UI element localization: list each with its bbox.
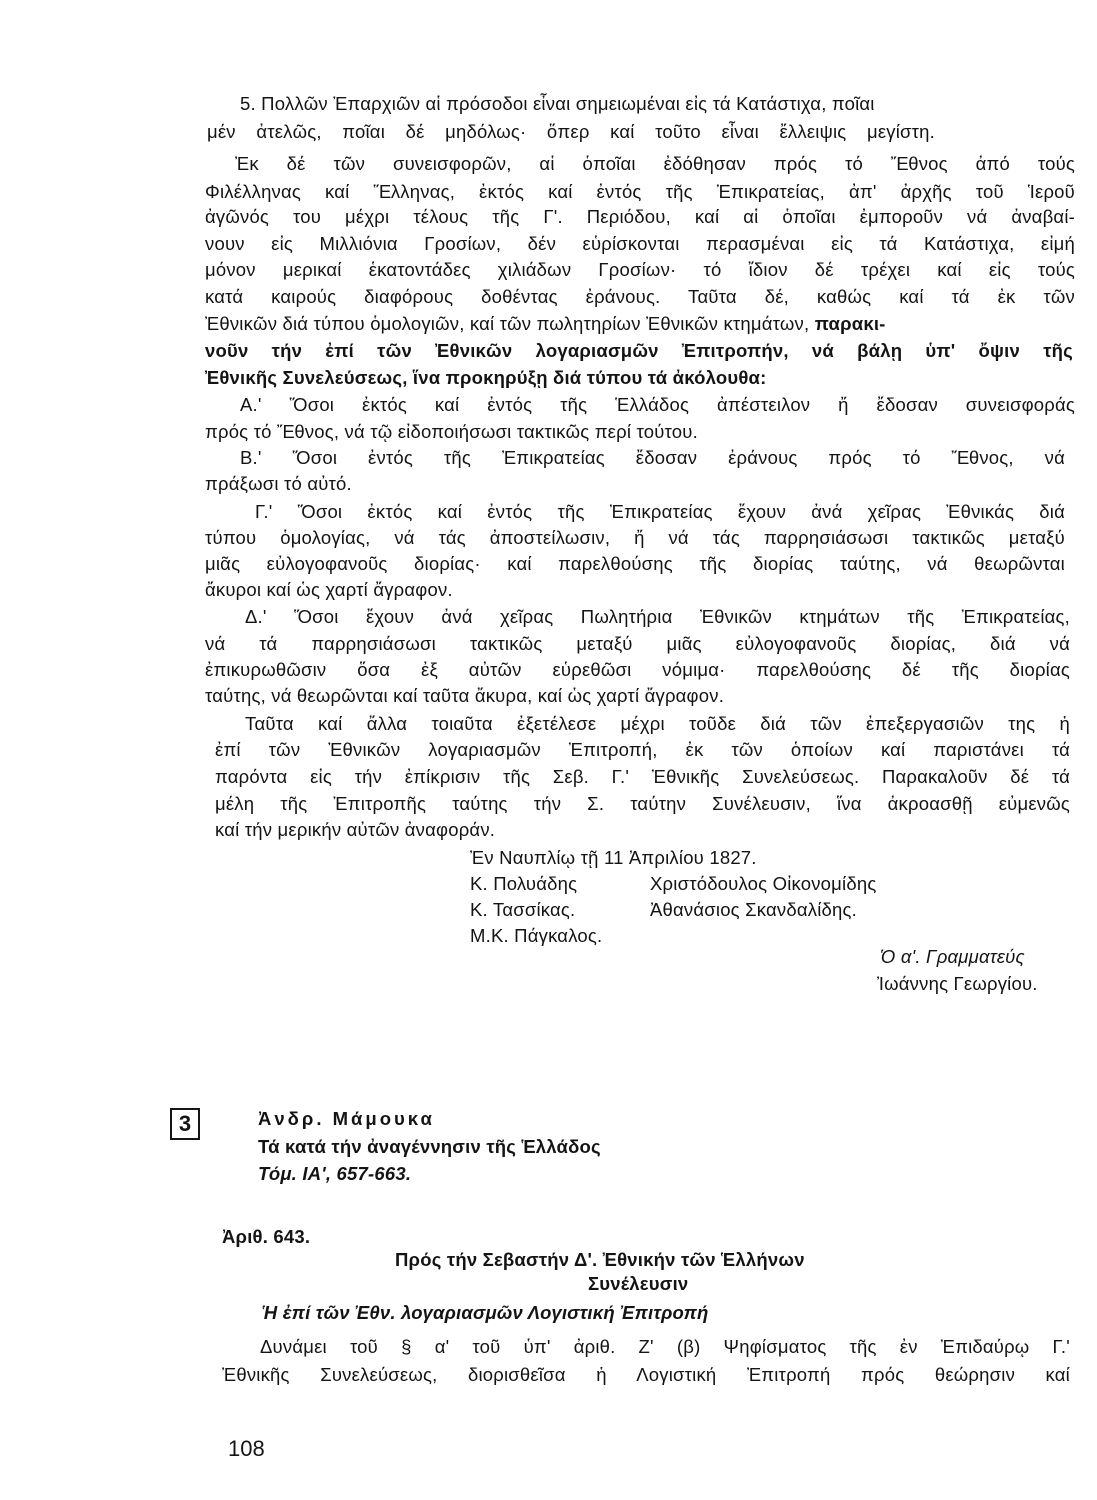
body-line: 5. Πολλῶν Ἐπαρχιῶν αἱ πρόσοδοι εἶναι σημειωμέναι εἰς τά Κατάστιχα, ποῖαι [240,93,875,114]
item-line: Δ.' Ὅσοι ἔχουν ἀνά χεῖρας Πωλητήρια Ἐθνικῶν κτημάτων τῆς Ἐπικρατείας, [245,606,1070,627]
item-line: Ταῦτα καί ἄλλα τοιαῦτα ἐξετέλεσε μέχρι τοῦδε διά τῶν ἐπεξεργασιῶν της ἡ [245,713,1070,734]
body-line: ἀγῶνός του μέχρι τέλους τῆς Γ'. Περιόδου, καί αἱ ὁποῖαι ἐμποροῦν νά ἀναβαί- [205,206,1075,227]
item-line: πρός τό Ἔθνος, νά τῷ εἰδοποιήσωσι τακτικῶς περί τούτου. [205,421,698,442]
body-line [205,312,886,336]
item-line: ἐπικυρωθῶσιν ὅσα ἐξ αὐτῶν εὑρεθῶσι νόμιμα· παρελθούσης δέ τῆς διορίας [205,659,1070,680]
body-line: νουν εἰς Μιλλιόνια Γροσίων, δέν εὑρίσκονται περασμέναι εἰς τά Κατάστιχα, εἰμή [205,233,1075,254]
item-line: ἐπί τῶν Ἐθνικῶν λογαριασμῶν Ἐπιτροπή, ἐκ τῶν ὁποίων καί παριστάνει τά [215,739,1070,760]
body-line: μόνον μερικαί ἑκατοντάδες χιλιάδων Γροσίων· τό ἴδιον δέ τρέχει καί εἰς τούς [205,259,1075,280]
address-line: Συνέλευσιν [588,1273,689,1294]
item-line: ταύτης, νά θεωρῶνται καί ταῦτα ἄκυρα, καί ὡς χαρτί ἄγραφον. [205,685,725,706]
final-line: Ἐθνικῆς Συνελεύσεως, διορισθεῖσα ἡ Λογιστική Ἐπιτροπή πρός θεώρησιν καί [222,1364,1070,1385]
body-line: κατά καιρούς διαφόρους δοθέντας ἐράνους. Ταῦτα δέ, καθώς καί τά ἐκ τῶν [205,286,1075,307]
item-line: Β.' Ὅσοι ἐντός τῆς Ἐπικρατείας ἔδοσαν ἐράνους πρός τό Ἔθνος, νά [240,447,1065,468]
body-line: μέν ἀτελῶς, ποῖαι δέ μηδόλως· ὅπερ καί τοῦτο εἶναι ἔλλειψις μεγίστη. [207,121,935,142]
source-number-box: 3 [170,1108,200,1140]
page-number: 108 [228,1436,265,1461]
signature-left: Κ. Τασσίκας. [470,899,576,920]
item-line: ἄκυροι καί ὡς χαρτί ἄγραφον. [205,579,453,600]
item-line: Α.' Ὅσοι ἐκτός καί ἐντός τῆς Ἑλλάδος ἀπέστειλον ἤ ἔδοσαν συνεισφοράς [240,394,1075,415]
body-line-text: Ἐθνικῶν διά τύπου ὁμολογιῶν, καί τῶν πωλητηρίων Ἐθνικῶν κτημάτων, [205,313,810,334]
item-line: τύπου ὁμολογίας, νά τάς ἀποστείλωσιν, ἤ νά τάς παρρησιάσωσι τακτικῶς μεταξύ [205,527,1065,548]
signature-left: Κ. Πολυάδης [470,873,578,894]
item-line: πράξωσι τό αὐτό. [205,473,352,494]
secretary-title: Ὁ α'. Γραμματεύς [880,946,1025,967]
secretary-name: Ἰωάννης Γεωργίου. [877,973,1038,994]
date-place: Ἐν Ναυπλίῳ τῇ 11 Ἀπριλίου 1827. [470,847,757,868]
address-line: Πρός τήν Σεβαστήν Δ'. Ἐθνικήν τῶν Ἑλλήνων [395,1249,805,1270]
source-title: Τά κατά τήν ἀναγέννησιν τῆς Ἑλλάδος [258,1136,601,1157]
bold-line: Ἐθνικῆς Συνελεύσεως, ἵνα προκηρύξῃ διά τύπου τά ἀκόλουθα: [205,367,767,388]
item-line: Γ.' Ὅσοι ἐκτός καί ἐντός τῆς Ἐπικρατείας ἔχουν ἀνά χεῖρας Ἐθνικάς διά [255,501,1065,522]
bold-text: παρακι- [814,313,886,334]
signature-right: Χριστόδουλος Οἰκονομίδης [650,873,877,894]
item-line: παρόντα εἰς τήν ἐπίκρισιν τῆς Σεβ. Γ.' Ἐθνικῆς Συνελεύσεως. Παρακαλοῦν δέ τά [215,766,1070,787]
source-volume: Τόμ. ΙΑ', 657-663. [258,1163,412,1184]
item-line: μιᾶς εὐλογοφανοῦς διορίας· καί παρελθούσης τῆς διορίας ταύτης, νά θεωρῶνται [205,553,1065,574]
committee-heading: Ἡ ἐπί τῶν Ἐθν. λογαριασμῶν Λογιστική Ἐπιτροπή [262,1302,709,1323]
item-line: νά τά παρρησιάσωσι τακτικῶς μεταξύ μιᾶς εὐλογοφανοῦς διορίας, διά νά [205,633,1070,654]
body-line: Ἐκ δέ τῶν συνεισφορῶν, αἱ ὁποῖαι ἐδόθησαν πρός τό Ἔθνος ἀπό τούς [235,153,1075,174]
item-line: μέλη τῆς Ἐπιτροπῆς ταύτης τήν Σ. ταύτην Συνέλευσιν, ἵνα ἀκροασθῇ εὐμενῶς [215,793,1070,814]
item-line: καί τήν μερικήν αὐτῶν ἀναφοράν. [215,819,496,840]
signature-right: Ἀθανάσιος Σκανδαλίδης. [650,899,857,920]
doc-number: Ἀριθ. 643. [222,1226,311,1247]
source-author: Ἀνδρ. Μάμουκα [258,1108,435,1129]
body-line: Φιλέλληνας καί Ἕλληνας, ἐκτός καί ἐντός τῆς Ἐπικρατείας, ἀπ' ἀρχῆς τοῦ Ἱεροῦ [205,181,1075,202]
bold-line: νοῦν τήν ἐπί τῶν Ἐθνικῶν λογαριασμῶν Ἐπιτροπήν, νά βάλῃ ὑπ' ὄψιν τῆς [205,340,1073,361]
signature-left: Μ.Κ. Πάγκαλος. [470,925,603,946]
final-line: Δυνάμει τοῦ § α' τοῦ ὑπ' ἀριθ. Ζ' (β) Ψηφίσματος τῆς ἐν Ἐπιδαύρῳ Γ.' [260,1336,1070,1357]
